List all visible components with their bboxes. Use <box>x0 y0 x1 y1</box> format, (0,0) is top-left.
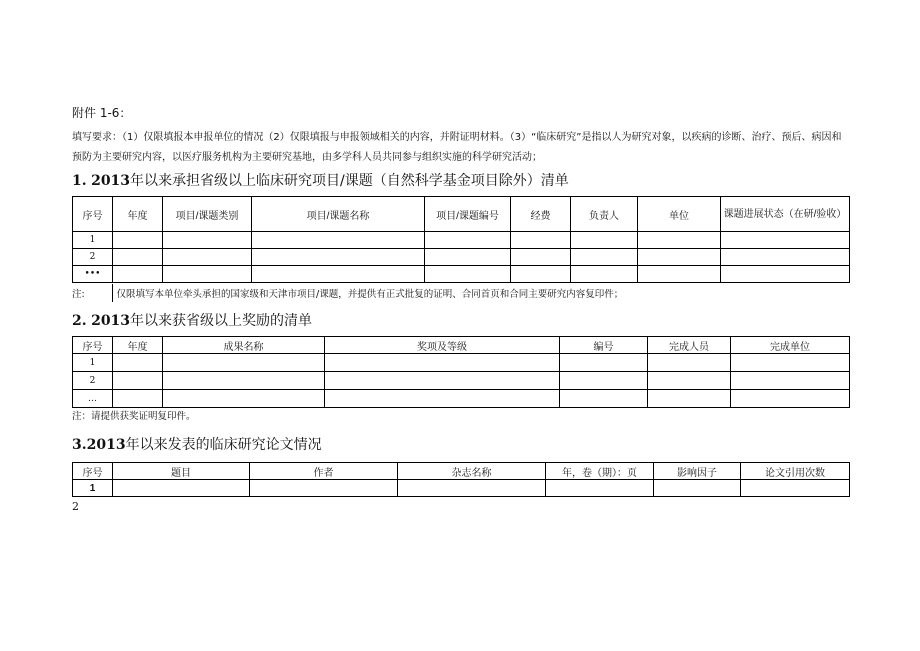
section-2-heading <box>72 310 312 330</box>
fill-requirements: 填写要求：（1）仅限填报本申报单位的情况（2）仅限填报与申报领域相关的内容，并附证明材料。（3）“临床研究”是指以人为研究对象，以疾病的诊断、治疗、预后、病因和预防为主要研究内容，以医疗服务机构为主要研究基地，由多学科人员共同参与组织实施的科学研究活动； <box>72 132 842 163</box>
col-citations: 论文引用次数 <box>741 463 850 480</box>
row-index: 1 <box>73 232 113 249</box>
row-index: 2 <box>73 249 113 266</box>
table-row <box>73 249 850 266</box>
section-2-title: 年以来获省级以上奖励的清单 <box>130 313 313 329</box>
col-index: 序号 <box>73 463 113 480</box>
col-year: 年度 <box>113 337 163 354</box>
table-row <box>73 354 850 372</box>
note-label: 注: <box>72 289 85 300</box>
section-3-year: 2013 <box>86 437 126 453</box>
section-1-heading <box>72 170 569 190</box>
col-institution: 单位 <box>638 197 721 232</box>
projects-header-row <box>73 197 850 232</box>
table-row <box>73 480 850 497</box>
attachment-label: 附件 1-6： <box>72 106 132 120</box>
section-1-number: 1. <box>72 173 87 189</box>
col-title: 题目 <box>113 463 250 480</box>
awards-table <box>72 336 850 408</box>
col-author: 作者 <box>250 463 398 480</box>
papers-header-row <box>73 463 850 480</box>
row-index: 1 <box>73 354 113 372</box>
col-year: 年度 <box>113 197 163 232</box>
col-project-name: 项目/课题名称 <box>252 197 425 232</box>
col-journal: 杂志名称 <box>398 463 546 480</box>
table-row <box>73 372 850 390</box>
row-index: ••• <box>73 266 113 283</box>
table-row <box>73 266 850 283</box>
row-index: … <box>73 390 113 408</box>
projects-table <box>72 196 850 283</box>
col-contributors: 完成人员 <box>648 337 731 354</box>
col-index: 序号 <box>73 197 113 232</box>
col-funding: 经费 <box>511 197 571 232</box>
papers-table <box>72 462 850 497</box>
row-index: 2 <box>73 372 113 390</box>
section-3-number: 3. <box>72 437 87 453</box>
awards-header-row <box>73 337 850 354</box>
col-number: 编号 <box>560 337 648 354</box>
col-progress-status: 课题进展状态（在研/验收） <box>721 197 850 232</box>
note-text: 仅限填写本单位牵头承担的国家级和天津市项目/课题，并提供有正式批复的证明、合同首页和合同主要研究内容复印件； <box>112 284 849 302</box>
col-project-category: 项目/课题类别 <box>163 197 252 232</box>
row-index: 1 <box>73 480 113 497</box>
col-impact-factor: 影响因子 <box>654 463 741 480</box>
section-3-title: 年以来发表的临床研究论文情况 <box>125 437 322 453</box>
section-2-year: 2013 <box>91 313 131 329</box>
section-3-heading <box>72 434 322 454</box>
col-completing-unit: 完成单位 <box>731 337 850 354</box>
col-principal: 负责人 <box>571 197 638 232</box>
awards-note: 注：请提供获奖证明复印件。 <box>72 411 196 422</box>
projects-note <box>72 284 849 302</box>
section-1-year: 2013 <box>91 173 131 189</box>
page-number: 2 <box>72 500 79 513</box>
table-row <box>73 232 850 249</box>
col-achievement-name: 成果名称 <box>163 337 325 354</box>
col-index: 序号 <box>73 337 113 354</box>
section-1-title: 年以来承担省级以上临床研究项目/课题（自然科学基金项目除外）清单 <box>130 173 569 189</box>
table-row <box>73 390 850 408</box>
section-2-number: 2. <box>72 313 87 329</box>
col-award-level: 奖项及等级 <box>325 337 560 354</box>
col-project-number: 项目/课题编号 <box>425 197 511 232</box>
col-year-volume-page: 年，卷（期）：页 <box>546 463 654 480</box>
